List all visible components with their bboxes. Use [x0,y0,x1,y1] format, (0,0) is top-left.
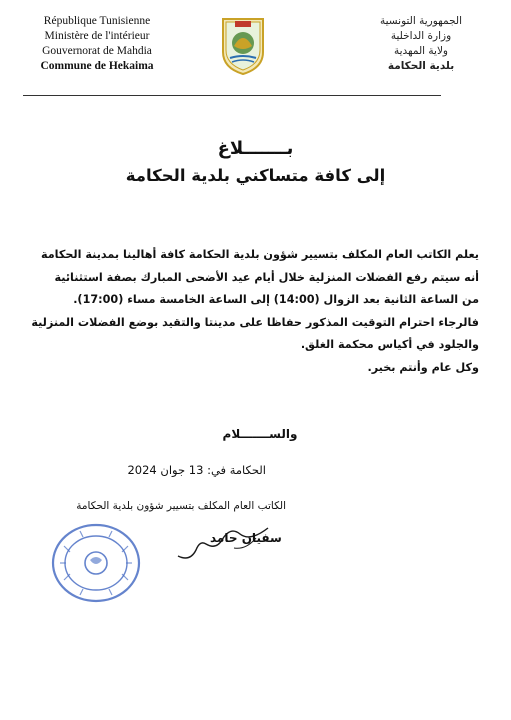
arabic-header-line4: بلدية الحكامة [387,60,455,72]
closing-greeting: والســـــــلام [222,427,298,441]
arabic-header-line2: وزارة الداخلية [390,30,452,42]
arabic-header-line3: ولاية المهدية [393,45,449,57]
french-header-line3: Gouvernorat de Mahdia [42,45,152,57]
notice-body [29,244,479,379]
handwritten-signature-icon [160,520,280,570]
body-paragraph-4: فالرجاء احترام التوقيت المذكور حفاظا على مدينتا والتقيد بوضع الفضلات المنزلية [31,315,479,329]
official-stamp-icon [50,522,142,604]
french-header-line1: République Tunisienne [43,15,151,27]
french-header-line2: Ministère de l'intérieur [44,30,150,42]
french-header-line4: Commune de Hekaima [40,60,154,72]
signatory-name: سفيان حامد [210,531,282,545]
body-paragraph-1: يعلم الكاتب العام المكلف بتسيير شؤون بلدية الحكامة كافة أهالينا بمدينة الحكامة [40,248,479,261]
arabic-header [351,14,491,74]
body-paragraph-3: من الساعة الثانية بعد الزوال (14:00) إلى الساعة الخامسة مساء (17:00). [73,293,479,306]
municipal-emblem-icon [220,16,266,76]
body-paragraph-2: أنه سيتم رفع الفضلات المنزلية خلال أيام عيد الأضحى المبارك بصفة استثنائية [54,270,479,284]
header-divider [23,95,441,96]
signatory-title: الكاتب العام المكلف بتسيير شؤون بلدية الحكامة [76,500,286,512]
arabic-header-line1: الجمهورية التونسية [380,15,462,27]
notice-subtitle: إلى كافة متساكني بلدية الحكامة [125,166,386,185]
body-paragraph-6: وكل عام وأنتم بخير. [367,360,479,374]
french-header [22,14,172,74]
date-line: الحكامة في: 13 جوان 2024 [127,463,266,477]
body-paragraph-5: والجلود في أكياس محكمة الغلق. [300,338,479,351]
notice-title: بـــــــلاغ [217,138,294,159]
